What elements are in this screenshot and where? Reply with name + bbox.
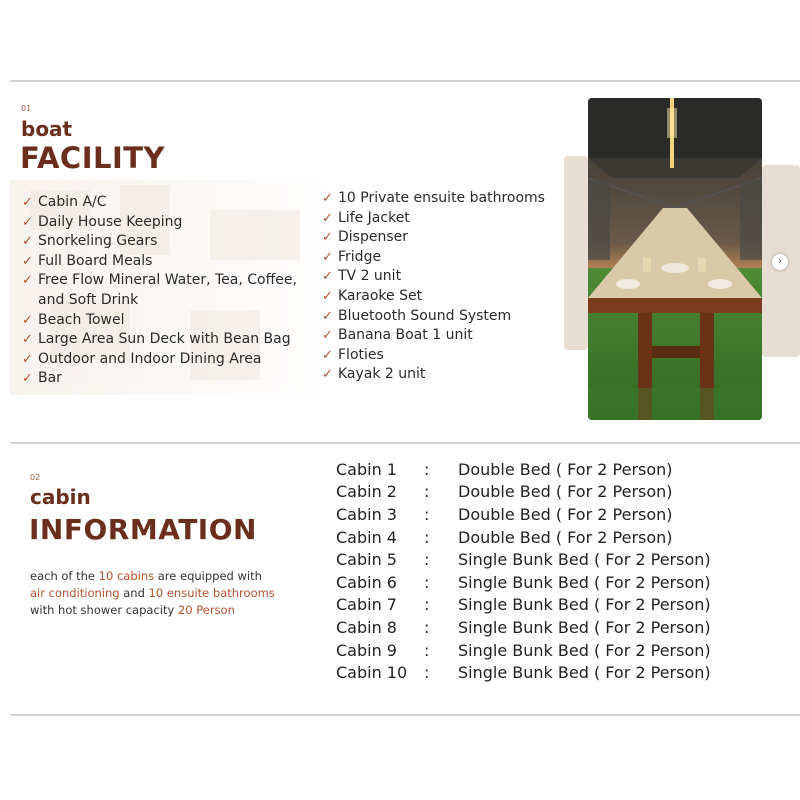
facility-item-label: Bar (38, 370, 62, 387)
cabin-bed-type: Single Bunk Bed ( For 2 Person) (458, 595, 711, 615)
middle-divider (10, 442, 800, 444)
facility-item (22, 232, 297, 252)
checkmark-icon: ✓ (322, 230, 333, 246)
facility-item (22, 350, 297, 370)
cabin-row (336, 481, 711, 504)
facility-item (322, 209, 545, 229)
facility-item-label: Kayak 2 unit (338, 366, 426, 383)
facility-item-label: Fridge (338, 248, 382, 265)
cabin-separator: : (424, 640, 430, 660)
facility-item-label: Large Area Sun Deck with Bean Bag (38, 331, 291, 348)
facility-item-label: Daily House Keeping (38, 213, 183, 230)
facility-item-label: Beach Towel (38, 311, 125, 328)
facility-list-left (22, 193, 297, 389)
cabin-name: Cabin 5 (336, 550, 397, 570)
section-number: 02 (30, 473, 41, 482)
cabin-row (336, 503, 711, 526)
cabin-separator: : (424, 504, 430, 524)
facility-item-label: Karaoke Set (338, 287, 423, 304)
cabin-name: Cabin 2 (336, 482, 397, 502)
cabin-row (336, 526, 711, 549)
cabin-name: Cabin 3 (336, 504, 397, 524)
facility-item-label: Floties (338, 346, 384, 363)
cabin-row (336, 548, 711, 571)
cabin-name: Cabin 10 (336, 663, 408, 683)
top-divider (10, 80, 800, 82)
cabin-separator: : (424, 572, 430, 592)
facility-item-label: Full Board Meals (38, 252, 153, 269)
cabin-bed-type: Double Bed ( For 2 Person) (458, 527, 673, 547)
facility-item (322, 248, 545, 268)
cabin-row (336, 661, 711, 684)
facility-item (322, 189, 545, 209)
facility-item (22, 291, 297, 311)
cabin-separator: : (424, 482, 430, 502)
cabin-bed-type: Single Bunk Bed ( For 2 Person) (458, 550, 711, 570)
facility-item-label: Cabin A/C (38, 194, 107, 210)
dining-deck-illustration (588, 98, 762, 420)
facility-item (22, 369, 297, 389)
checkmark-icon: ✓ (22, 312, 33, 328)
cabin-separator: : (424, 595, 430, 615)
checkmark-icon: ✓ (322, 308, 333, 324)
facility-item (322, 228, 545, 248)
cabin-row (336, 571, 711, 594)
checkmark-icon: ✓ (322, 249, 333, 265)
cabin-bed-type: Double Bed ( For 2 Person) (458, 459, 673, 479)
section-subtitle: cabin (30, 485, 91, 509)
facility-item-label: TV 2 unit (338, 268, 402, 285)
cabin-separator: : (424, 663, 430, 683)
facility-item (22, 213, 297, 233)
cabin-row (336, 639, 711, 662)
checkmark-icon: ✓ (322, 367, 333, 383)
facility-item-label: Banana Boat 1 unit (338, 327, 473, 344)
facility-item (322, 346, 545, 366)
checkmark-icon: ✓ (22, 351, 33, 367)
facility-item-label: Dispenser (338, 229, 408, 246)
facility-item-label: 10 Private ensuite bathrooms (338, 190, 545, 206)
cabin-separator: : (424, 459, 430, 479)
checkmark-icon: ✓ (322, 191, 333, 206)
checkmark-icon: ✓ (22, 273, 33, 289)
checkmark-icon: ✓ (22, 332, 33, 348)
cabin-name: Cabin 1 (336, 459, 397, 479)
checkmark-icon: ✓ (322, 288, 333, 304)
section-title: INFORMATION (29, 513, 257, 546)
cabin-name: Cabin 6 (336, 572, 397, 592)
checkmark-icon: ✓ (22, 195, 33, 210)
carousel-prev-image (564, 156, 588, 350)
facility-item (22, 330, 297, 350)
cabin-name: Cabin 4 (336, 527, 397, 547)
cabin-separator: : (424, 550, 430, 570)
cabin-description: each of the 10 cabins are equipped with air conditioning and 10 ensuite bathrooms with hot shower capacity 20 Person (30, 569, 275, 617)
facility-item-label: Bluetooth Sound System (338, 307, 512, 324)
cabin-row (336, 458, 711, 481)
cabin-row (336, 594, 711, 617)
checkmark-icon: ✓ (22, 253, 33, 269)
facility-item-label: Free Flow Mineral Water, Tea, Coffee, (38, 272, 297, 289)
cabin-name: Cabin 9 (336, 640, 397, 660)
checkmark-icon: ✓ (322, 269, 333, 285)
checkmark-icon: ✓ (322, 347, 333, 363)
cabin-bed-type: Double Bed ( For 2 Person) (458, 504, 673, 524)
carousel-next-button[interactable]: › (772, 254, 788, 270)
cabin-separator: : (424, 617, 430, 637)
facility-item (322, 365, 545, 385)
cabin-bed-type: Single Bunk Bed ( For 2 Person) (458, 640, 711, 660)
cabin-name: Cabin 8 (336, 617, 397, 637)
checkmark-icon: ✓ (22, 234, 33, 250)
checkmark-icon: ✓ (22, 214, 33, 230)
facility-item (322, 267, 545, 287)
facility-item (22, 193, 297, 213)
cabin-bed-type: Double Bed ( For 2 Person) (458, 482, 673, 502)
facility-list-right (322, 189, 545, 385)
facility-item-label: Snorkeling Gears (38, 233, 158, 250)
facility-item (322, 307, 545, 327)
facility-item (322, 326, 545, 346)
cabin-name: Cabin 7 (336, 595, 397, 615)
checkmark-icon: ✓ (22, 371, 33, 387)
facility-item-label: Life Jacket (338, 209, 410, 226)
section-number: 01 (21, 104, 32, 113)
section-subtitle: boat (21, 117, 73, 141)
facility-item-label: Outdoor and Indoor Dining Area (38, 350, 262, 367)
facility-item (22, 271, 297, 291)
facility-item (322, 287, 545, 307)
cabin-bed-type: Single Bunk Bed ( For 2 Person) (458, 617, 711, 637)
checkmark-icon: ✓ (322, 328, 333, 344)
boat-dining-photo[interactable] (588, 98, 762, 420)
cabin-bed-type: Single Bunk Bed ( For 2 Person) (458, 572, 711, 592)
cabin-row (336, 616, 711, 639)
cabin-table (336, 458, 711, 684)
bottom-divider (10, 714, 800, 716)
checkmark-icon: ✓ (322, 210, 333, 226)
cabin-bed-type: Single Bunk Bed ( For 2 Person) (458, 663, 711, 683)
facility-item (22, 311, 297, 331)
cabin-separator: : (424, 527, 430, 547)
facility-item (22, 252, 297, 272)
section-title: FACILITY (20, 141, 166, 175)
facility-item-label: and Soft Drink (38, 291, 139, 308)
